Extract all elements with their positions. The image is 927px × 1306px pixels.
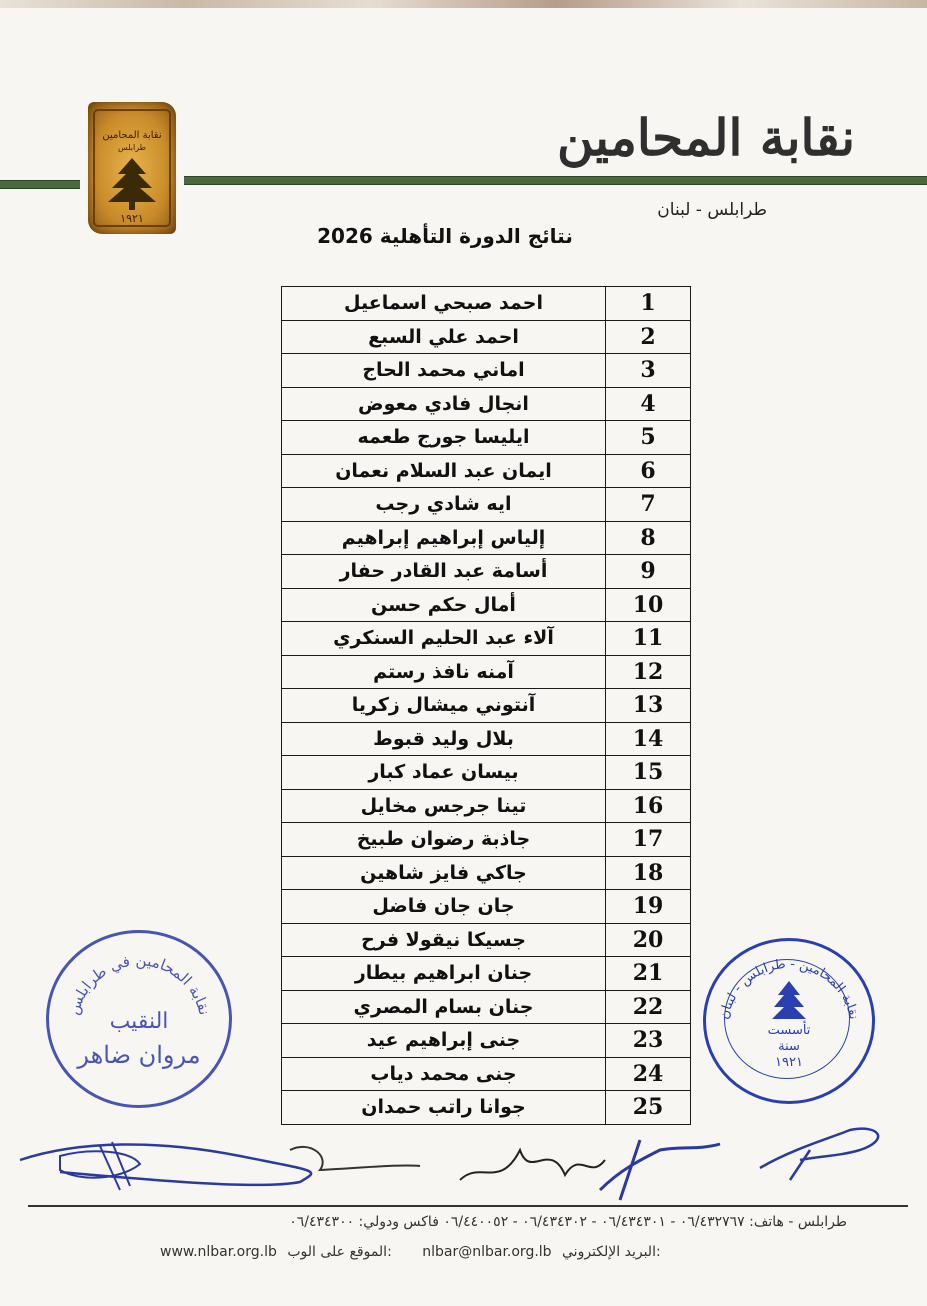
candidate-name: جسيكا نيقولا فرح [282, 923, 606, 957]
row-number: 7 [606, 488, 691, 522]
svg-text:١٩٢١: ١٩٢١ [120, 212, 144, 225]
footer-contact: طرابلس - هاتف: ٠٦/٤٣٢٧٦٧ - ٠٦/٤٣٤٣٠١ - ٠٦/٤٣٤٣٠٢ - ٠٦/٤٤٠٠٥٢ فاكس ودولي: ٠٦/٤٣٤٣٠٠ [289, 1214, 847, 1230]
candidate-name: إلياس إبراهيم إبراهيم [282, 521, 606, 555]
footer-divider [28, 1205, 908, 1207]
row-number: 21 [606, 957, 691, 991]
candidate-name: آلاء عبد الحليم السنكري [282, 622, 606, 656]
seal-year: ١٩٢١ [775, 1055, 803, 1070]
candidate-name: جنى إبراهيم عيد [282, 1024, 606, 1058]
organization-name: نقابة المحامين [556, 108, 855, 167]
candidate-name: آنتوني ميشال زكريا [282, 689, 606, 723]
table-row [282, 655, 691, 689]
row-number: 4 [606, 387, 691, 421]
table-row [282, 454, 691, 488]
row-number: 20 [606, 923, 691, 957]
table-row [282, 387, 691, 421]
footer-email-label: البريد الإلكتروني: [562, 1244, 661, 1260]
svg-text:نقابة المحامين - طرابلس - لبنا: نقابة المحامين - طرابلس - لبنان [716, 956, 862, 1021]
candidate-name: جنان ابراهيم بيطار [282, 957, 606, 991]
row-number: 14 [606, 722, 691, 756]
table-row [282, 588, 691, 622]
row-number: 12 [606, 655, 691, 689]
table-row [282, 1091, 691, 1125]
table-row [282, 823, 691, 857]
table-row [282, 555, 691, 589]
table-row [282, 957, 691, 991]
table-row [282, 856, 691, 890]
row-number: 8 [606, 521, 691, 555]
stamp-left-name: مروان ضاهر [77, 1041, 201, 1069]
table-row [282, 789, 691, 823]
candidate-name: آمنه نافذ رستم [282, 655, 606, 689]
table-row [282, 320, 691, 354]
signatures [0, 1120, 927, 1210]
photo-edge-strip [0, 0, 927, 8]
table-row [282, 521, 691, 555]
footer-website[interactable]: www.nlbar.org.lb [160, 1244, 277, 1260]
candidate-name: جاذبة رضوان طبيخ [282, 823, 606, 857]
svg-text:نقابة المحامين في طرابلس: نقابة المحامين في طرابلس [64, 951, 214, 1017]
row-number: 17 [606, 823, 691, 857]
row-number: 6 [606, 454, 691, 488]
table-row [282, 890, 691, 924]
document-title: نتائج الدورة التأهلية 2026 [317, 224, 573, 248]
table-row [282, 1024, 691, 1058]
bar-association-logo [88, 102, 176, 234]
row-number: 18 [606, 856, 691, 890]
candidate-name: اماني محمد الحاج [282, 354, 606, 388]
row-number: 1 [606, 287, 691, 321]
seal-year-label: سنة [778, 1039, 800, 1054]
row-number: 24 [606, 1057, 691, 1091]
header-bar-right [184, 176, 927, 185]
table-row [282, 689, 691, 723]
footer-website-label: الموقع على الوب: [287, 1244, 392, 1260]
table-row [282, 622, 691, 656]
row-number: 23 [606, 1024, 691, 1058]
candidate-name: أسامة عبد القادر حفار [282, 555, 606, 589]
svg-text:نقابة المحامين: نقابة المحامين [102, 130, 162, 141]
candidate-name: جان جان فاضل [282, 890, 606, 924]
row-number: 2 [606, 320, 691, 354]
president-stamp [46, 930, 232, 1108]
footer-web-email [160, 1244, 667, 1260]
row-number: 16 [606, 789, 691, 823]
table-row [282, 354, 691, 388]
table-row [282, 1057, 691, 1091]
stamp-left-title: النقيب [109, 1009, 169, 1034]
row-number: 5 [606, 421, 691, 455]
candidate-name: أمال حكم حسن [282, 588, 606, 622]
seal-founded: تأسست [767, 1023, 811, 1038]
association-seal [703, 938, 875, 1104]
row-number: 22 [606, 990, 691, 1024]
row-number: 19 [606, 890, 691, 924]
table-row [282, 990, 691, 1024]
row-number: 9 [606, 555, 691, 589]
table-row [282, 756, 691, 790]
row-number: 3 [606, 354, 691, 388]
candidate-name: تينا جرجس مخايل [282, 789, 606, 823]
candidate-name: احمد صبحي اسماعيل [282, 287, 606, 321]
candidate-name: بلال وليد قبوط [282, 722, 606, 756]
candidate-name: انجال فادي معوض [282, 387, 606, 421]
organization-location: طرابلس - لبنان [657, 200, 767, 220]
row-number: 13 [606, 689, 691, 723]
row-number: 10 [606, 588, 691, 622]
candidate-name: احمد علي السبع [282, 320, 606, 354]
candidate-name: جنان بسام المصري [282, 990, 606, 1024]
table-row [282, 287, 691, 321]
candidate-name: جوانا راتب حمدان [282, 1091, 606, 1125]
candidate-name: ايه شادي رجب [282, 488, 606, 522]
svg-text:طرابلس: طرابلس [117, 143, 147, 152]
table-row [282, 923, 691, 957]
candidate-name: جاكي فايز شاهين [282, 856, 606, 890]
candidate-name: بيسان عماد كبار [282, 756, 606, 790]
footer-email[interactable]: nlbar@nlbar.org.lb [422, 1244, 552, 1260]
candidate-name: ايمان عبد السلام نعمان [282, 454, 606, 488]
row-number: 15 [606, 756, 691, 790]
table-row [282, 488, 691, 522]
row-number: 11 [606, 622, 691, 656]
header-bar-left [0, 180, 80, 189]
table-row [282, 722, 691, 756]
row-number: 25 [606, 1091, 691, 1125]
results-table [281, 286, 691, 1125]
table-row [282, 421, 691, 455]
candidate-name: جنى محمد دياب [282, 1057, 606, 1091]
candidate-name: ايليسا جورج طعمه [282, 421, 606, 455]
